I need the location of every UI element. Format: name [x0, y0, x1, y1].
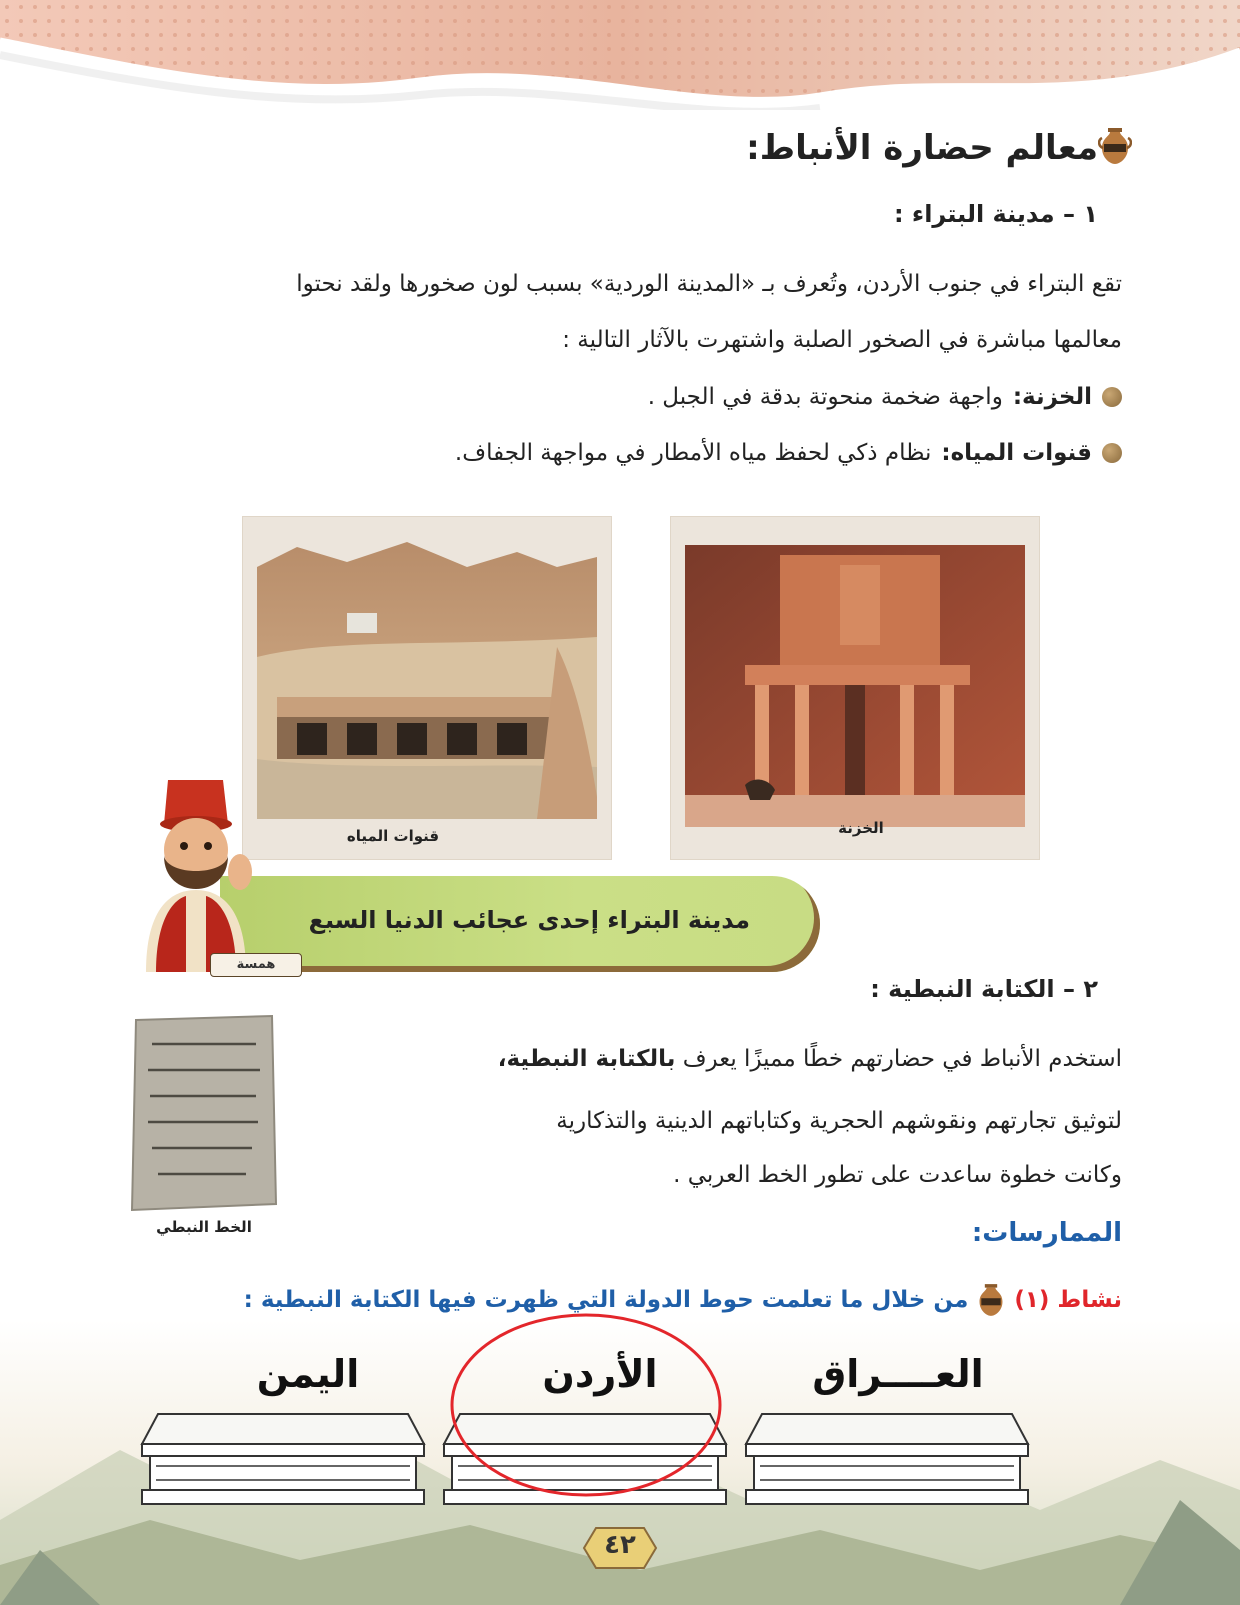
whisper-text: مدينة البتراء إحدى عجائب الدنيا السبع	[308, 906, 750, 934]
option-iraq-label: العــــراق	[812, 1352, 984, 1396]
top-decorative-band	[0, 0, 1240, 110]
activity-label: نشاط (١)	[1014, 1287, 1122, 1313]
water-channels-caption: قنوات المياه	[346, 827, 440, 845]
nabataean-line-1	[498, 1046, 1122, 1072]
nabataean-image-caption: الخط النبطي	[156, 1218, 252, 1236]
option-jordan-label: الأردن	[542, 1352, 658, 1396]
bullet-treasury	[648, 384, 1122, 410]
practices-heading: الممارسات:	[971, 1218, 1122, 1248]
petra-heading: ١ – مدينة البتراء :	[893, 200, 1098, 228]
nabataean-line-1-text: استخدم الأنباط في حضارتهم خطًا مميزًا يعرف	[682, 1046, 1122, 1072]
nabataean-term: بالكتابة النبطية،	[497, 1046, 676, 1072]
bullet-term: الخزنة:	[1012, 384, 1092, 410]
option-yemen-label: اليمن	[256, 1352, 360, 1396]
bullet-water-channels	[455, 440, 1122, 466]
nabataean-inscription-image	[128, 1014, 280, 1212]
amphora-icon	[1098, 126, 1132, 166]
option-yemen-plinth[interactable]	[138, 1410, 428, 1510]
section-title: معالم حضارة الأنباط:	[746, 128, 1098, 168]
page-number: ٤٢	[604, 1530, 636, 1560]
bullet-text: واجهة ضخمة منحوتة بدقة في الجبل .	[647, 384, 1003, 410]
amphora-icon	[976, 1282, 1006, 1318]
water-channels-image	[257, 537, 597, 819]
selection-circle	[446, 1308, 726, 1502]
petra-paragraph-line-2: معالمها مباشرة في الصخور الصلبة واشتهرت بالآثار التالية :	[562, 327, 1122, 353]
bullet-text: نظام ذكي لحفظ مياه الأمطار في مواجهة الجفاف.	[454, 440, 932, 466]
cartoon-character-image	[128, 772, 268, 982]
treasury-caption: الخزنة	[838, 819, 884, 837]
bullet-term: قنوات المياه:	[941, 440, 1092, 466]
option-iraq-plinth[interactable]	[742, 1410, 1032, 1510]
bullet-dot	[1102, 387, 1122, 407]
nabataean-heading: ٢ – الكتابة النبطية :	[870, 975, 1098, 1003]
petra-paragraph-line-1: تقع البتراء في جنوب الأردن، وتُعرف بـ «المدينة الوردية» بسبب لون صخورها ولقد نحتوا	[296, 271, 1122, 297]
activity-text: من خلال ما تعلمت حوط الدولة التي ظهرت فيها الكتابة النبطية :	[243, 1287, 969, 1313]
whisper-banner	[220, 876, 820, 972]
treasury-photo-frame	[670, 516, 1040, 860]
nabataean-line-2: لتوثيق تجارتهم ونقوشهم الحجرية وكتاباتهم الدينية والتذكارية	[556, 1108, 1122, 1134]
bullet-dot	[1102, 443, 1122, 463]
whisper-tag: همسة	[210, 953, 302, 977]
treasury-image	[685, 545, 1025, 827]
water-channels-photo-frame	[242, 516, 612, 860]
nabataean-line-3: وكانت خطوة ساعدت على تطور الخط العربي .	[673, 1162, 1122, 1188]
